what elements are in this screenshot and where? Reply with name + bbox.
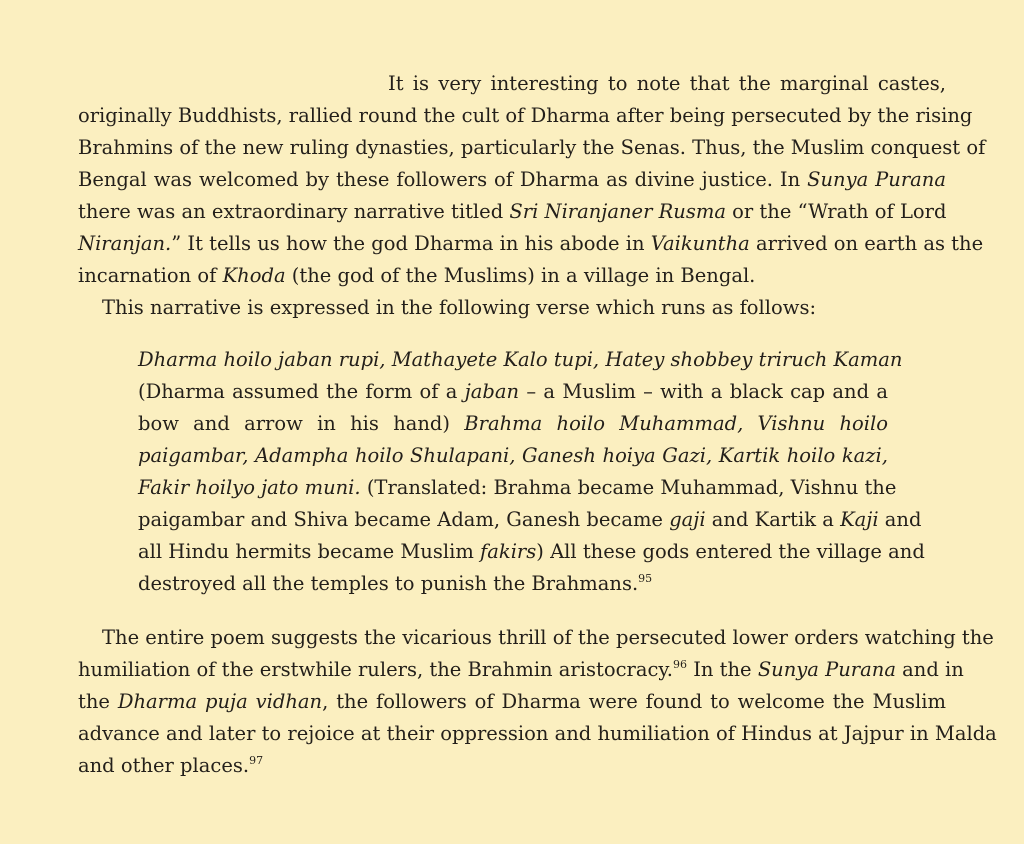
quote-line-7: all Hindu hermits became Muslim fakirs) All these gods entered the village and bbox=[138, 540, 925, 563]
para3-line-4: advance and later to rejoice at their oppression and humiliation of Hindus at Jajpur in Malda bbox=[78, 722, 997, 745]
italic-term: Khoda bbox=[222, 264, 286, 287]
italic-term: Vaikuntha bbox=[650, 232, 750, 255]
para1-line-5: there was an extraordinary narrative titled Sri Niranjaner Rusma or the “Wrath of Lord bbox=[78, 200, 947, 223]
para3-line-3: the Dharma puja vidhan, the followers of Dharma were found to welcome the Muslim bbox=[78, 690, 946, 713]
quote-line-4: paigambar, Adampha hoilo Shulapani, Ganesh hoiya Gazi, Kartik hoilo kazi, bbox=[138, 444, 888, 467]
para1-line-7: incarnation of Khoda (the god of the Muslims) in a village in Bengal. bbox=[78, 264, 756, 287]
para3-line-5: and other places.$^{97}$ bbox=[78, 753, 264, 777]
footnote-ref: 97 bbox=[249, 753, 264, 767]
quote-line-1: Dharma hoilo jaban rupi, Mathayete Kalo tupi, Hatey shobbey triruch Kaman bbox=[138, 348, 903, 371]
quote-line-6: paigambar and Shiva became Adam, Ganesh became gaji and Kartik a Kaji and bbox=[138, 508, 922, 531]
para2-line-1: This narrative is expressed in the following verse which runs as follows: bbox=[102, 296, 817, 319]
para1-line-2: originally Buddhists, rallied round the cult of Dharma after being persecuted by the rising bbox=[78, 104, 973, 127]
quote-line-8: destroyed all the temples to punish the Brahmans.$^{95}$ bbox=[138, 571, 653, 595]
quote-line-2: (Dharma assumed the form of a jaban – a Muslim – with a black cap and a bbox=[138, 380, 889, 403]
para3-line-1: The entire poem suggests the vicarious thrill of the persecuted lower orders watching the bbox=[102, 626, 994, 649]
quote-line-5: Fakir hoilyo jato muni. (Translated: Brahma became Muhammad, Vishnu the bbox=[138, 476, 897, 499]
para1-line-6: Niranjan.” It tells us how the god Dharma in his abode in Vaikuntha arrived on earth as the bbox=[78, 232, 984, 255]
para1-line-4: Bengal was welcomed by these followers of Dharma as divine justice. In Sunya Purana bbox=[78, 168, 946, 191]
para1-line-1: It is very interesting to note that the marginal castes, bbox=[388, 72, 946, 95]
footnote-ref: 95 bbox=[638, 571, 653, 585]
italic-title: Sunya Purana bbox=[807, 168, 946, 191]
para3-line-2: humiliation of the erstwhile rulers, the Brahmin aristocracy.$^{96}$ In the Sunya Purana and in bbox=[78, 657, 964, 681]
italic-term: Niranjan. bbox=[78, 232, 172, 255]
para1-line-3: Brahmins of the new ruling dynasties, particularly the Senas. Thus, the Muslim conquest of bbox=[78, 136, 986, 159]
italic-title: Sri Niranjaner Rusma bbox=[509, 200, 726, 223]
footnote-ref: 96 bbox=[673, 657, 687, 671]
quote-line-3: bow and arrow in his hand) Brahma hoilo Muhammad, Vishnu hoilo bbox=[138, 412, 888, 435]
